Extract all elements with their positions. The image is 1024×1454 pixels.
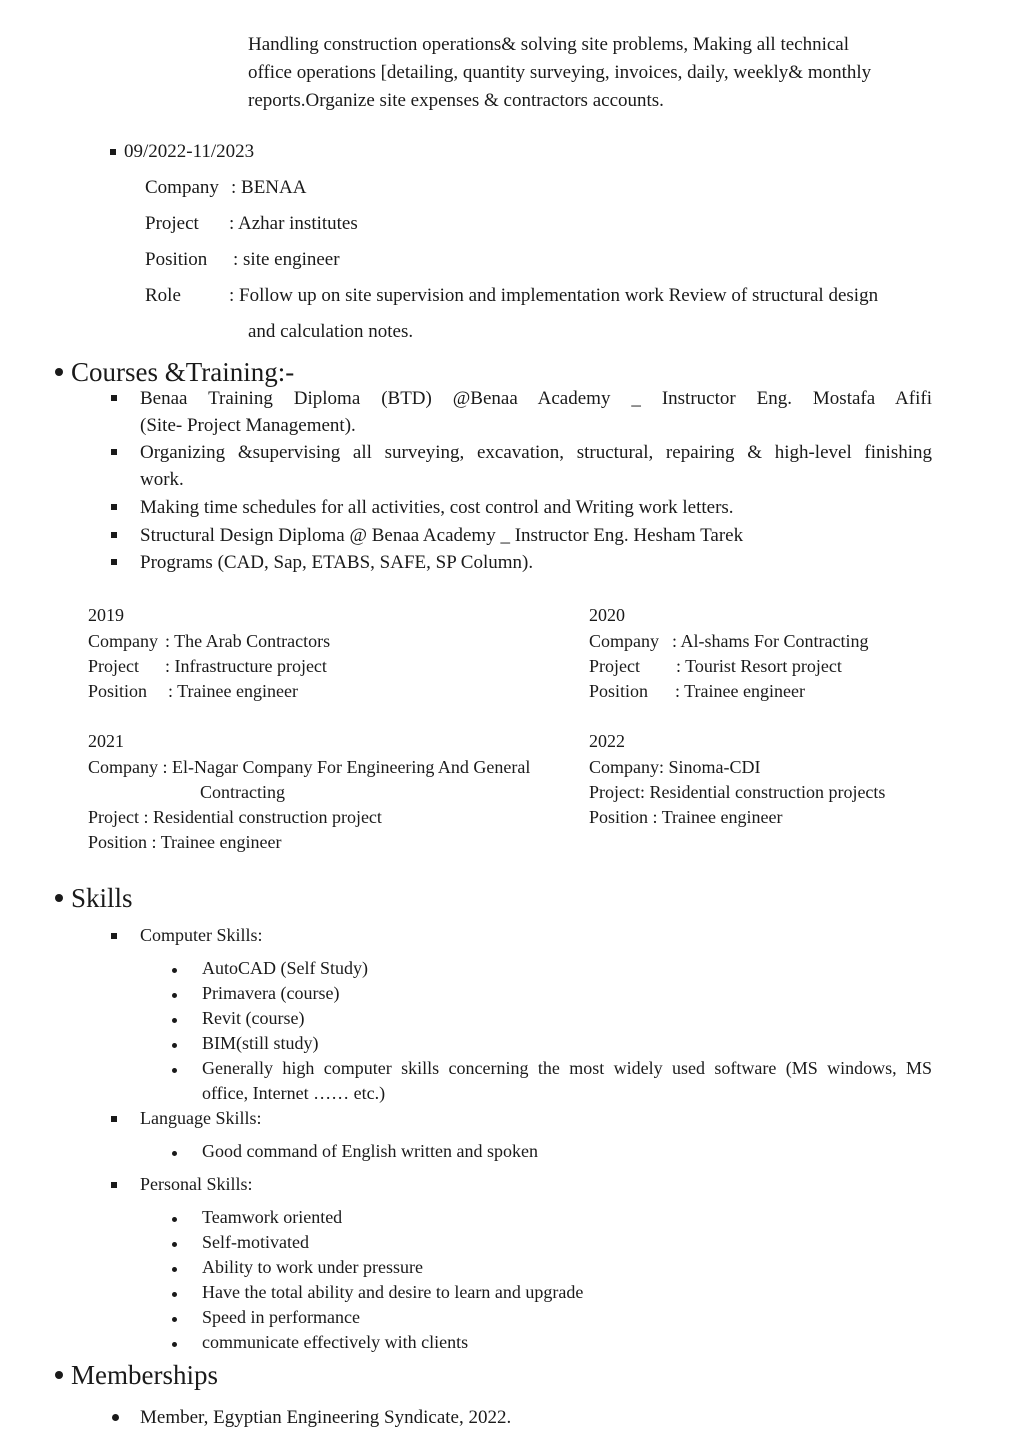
personal-skill-5: Speed in performance (202, 1307, 360, 1327)
training-2020-project: : Tourist Resort project (676, 656, 842, 676)
training-2019-year: 2019 (88, 605, 124, 625)
section-bullet-icon (55, 894, 63, 902)
training-2022-project: Project: Residential construction projects (589, 782, 886, 802)
square-bullet-icon (111, 449, 117, 455)
job-position: : site engineer (233, 249, 340, 270)
training-2022-position: Position : Trainee engineer (589, 807, 783, 827)
training-2020-company: : Al-shams For Contracting (672, 631, 869, 651)
section-bullet-icon (55, 368, 63, 376)
training-2021-position: Position : Trainee engineer (88, 832, 282, 852)
round-bullet-icon (172, 1242, 177, 1247)
job-role-label: Role (145, 285, 181, 306)
training-2020-position-label: Position (589, 681, 649, 701)
training-2021-year: 2021 (88, 731, 124, 751)
square-bullet-icon (111, 933, 117, 939)
computer-skill-5-line-1: Generally high computer skills concerning the most widely used software (MS windows, MS (202, 1058, 932, 1078)
intro-line-3: reports.Organize site expenses & contractors accounts. (248, 90, 664, 111)
job-company-label: Company (145, 177, 219, 198)
computer-skill-1: AutoCAD (Self Study) (202, 958, 368, 978)
computer-skills-label: Computer Skills: (140, 925, 263, 945)
job-project-label: Project (145, 213, 199, 234)
training-2020-company-label: Company (589, 631, 659, 651)
square-bullet-icon (111, 1116, 117, 1122)
round-bullet-icon (172, 1043, 177, 1048)
square-bullet-icon (111, 559, 117, 565)
courses-heading: Courses &Training:- (71, 357, 295, 387)
personal-skill-2: Self-motivated (202, 1232, 309, 1252)
round-bullet-icon (172, 1151, 177, 1156)
round-bullet-icon (172, 1317, 177, 1322)
round-bullet-icon (172, 1217, 177, 1222)
language-skill-1: Good command of English written and spoken (202, 1141, 538, 1161)
intro-line-1: Handling construction operations& solving site problems, Making all technical (248, 34, 850, 55)
training-2019-position: : Trainee engineer (168, 681, 298, 701)
square-bullet-icon (111, 395, 117, 401)
job-role-line-1: : Follow up on site supervision and implementation work Review of structural design (229, 285, 879, 306)
course-item-2-line-1: Organizing &supervising all surveying, excavation, structural, repairing & high-level finishing (140, 442, 932, 463)
course-item-4: Structural Design Diploma @ Benaa Academy _ Instructor Eng. Hesham Tarek (140, 525, 744, 546)
round-bullet-icon (172, 1342, 177, 1347)
round-bullet-icon (112, 1414, 119, 1421)
personal-skill-3: Ability to work under pressure (202, 1257, 423, 1277)
round-bullet-icon (172, 993, 177, 998)
training-2021-company-line-1: Company : El-Nagar Company For Engineering And General (88, 757, 531, 777)
course-item-2-line-2: work. (140, 469, 184, 490)
personal-skill-4: Have the total ability and desire to learn and upgrade (202, 1282, 584, 1302)
training-2020-project-label: Project (589, 656, 640, 676)
course-item-3: Making time schedules for all activities, cost control and Writing work letters. (140, 497, 734, 518)
personal-skill-1: Teamwork oriented (202, 1207, 343, 1227)
personal-skills-label: Personal Skills: (140, 1174, 253, 1194)
square-bullet-icon (110, 149, 116, 155)
square-bullet-icon (111, 532, 117, 538)
computer-skill-5-line-2: office, Internet …… etc.) (202, 1083, 386, 1103)
round-bullet-icon (172, 1018, 177, 1023)
training-2020-position: : Trainee engineer (675, 681, 805, 701)
memberships-heading: Memberships (71, 1360, 218, 1390)
course-item-1-line-2: (Site- Project Management). (140, 415, 356, 436)
job-project: : Azhar institutes (229, 213, 358, 234)
personal-skill-6: communicate effectively with clients (202, 1332, 469, 1352)
training-2019-position-label: Position (88, 681, 148, 701)
training-2019-company-label: Company (88, 631, 158, 651)
training-2019-project: : Infrastructure project (165, 656, 327, 676)
job-role-line-2: and calculation notes. (248, 321, 414, 342)
training-2021-company-line-2: Contracting (200, 782, 285, 802)
job-company: : BENAA (231, 177, 307, 198)
round-bullet-icon (172, 1068, 177, 1073)
course-item-1-line-1: Benaa Training Diploma (BTD) @Benaa Academy _ Instructor Eng. Mostafa Afifi (140, 388, 932, 409)
round-bullet-icon (172, 968, 177, 973)
square-bullet-icon (111, 504, 117, 510)
training-2021-project: Project : Residential construction project (88, 807, 382, 827)
training-2019-company: : The Arab Contractors (165, 631, 331, 651)
intro-line-2: office operations [detailing, quantity surveying, invoices, daily, weekly& monthly (248, 62, 872, 83)
training-2019-project-label: Project (88, 656, 139, 676)
computer-skill-3: Revit (course) (202, 1008, 305, 1028)
membership-item-1: Member, Egyptian Engineering Syndicate, 2022. (140, 1407, 512, 1428)
round-bullet-icon (172, 1292, 177, 1297)
training-2022-company: Company: Sinoma-CDI (589, 757, 761, 777)
computer-skill-4: BIM(still study) (202, 1033, 319, 1053)
training-2020-year: 2020 (589, 605, 625, 625)
skills-heading: Skills (71, 883, 133, 913)
job-position-label: Position (145, 249, 208, 270)
training-2022-year: 2022 (589, 731, 625, 751)
round-bullet-icon (172, 1267, 177, 1272)
job-period: 09/2022-11/2023 (124, 141, 255, 162)
section-bullet-icon (55, 1371, 63, 1379)
language-skills-label: Language Skills: (140, 1108, 262, 1128)
square-bullet-icon (111, 1182, 117, 1188)
course-item-5: Programs (CAD, Sap, ETABS, SAFE, SP Column). (140, 552, 534, 573)
computer-skill-2: Primavera (course) (202, 983, 340, 1003)
